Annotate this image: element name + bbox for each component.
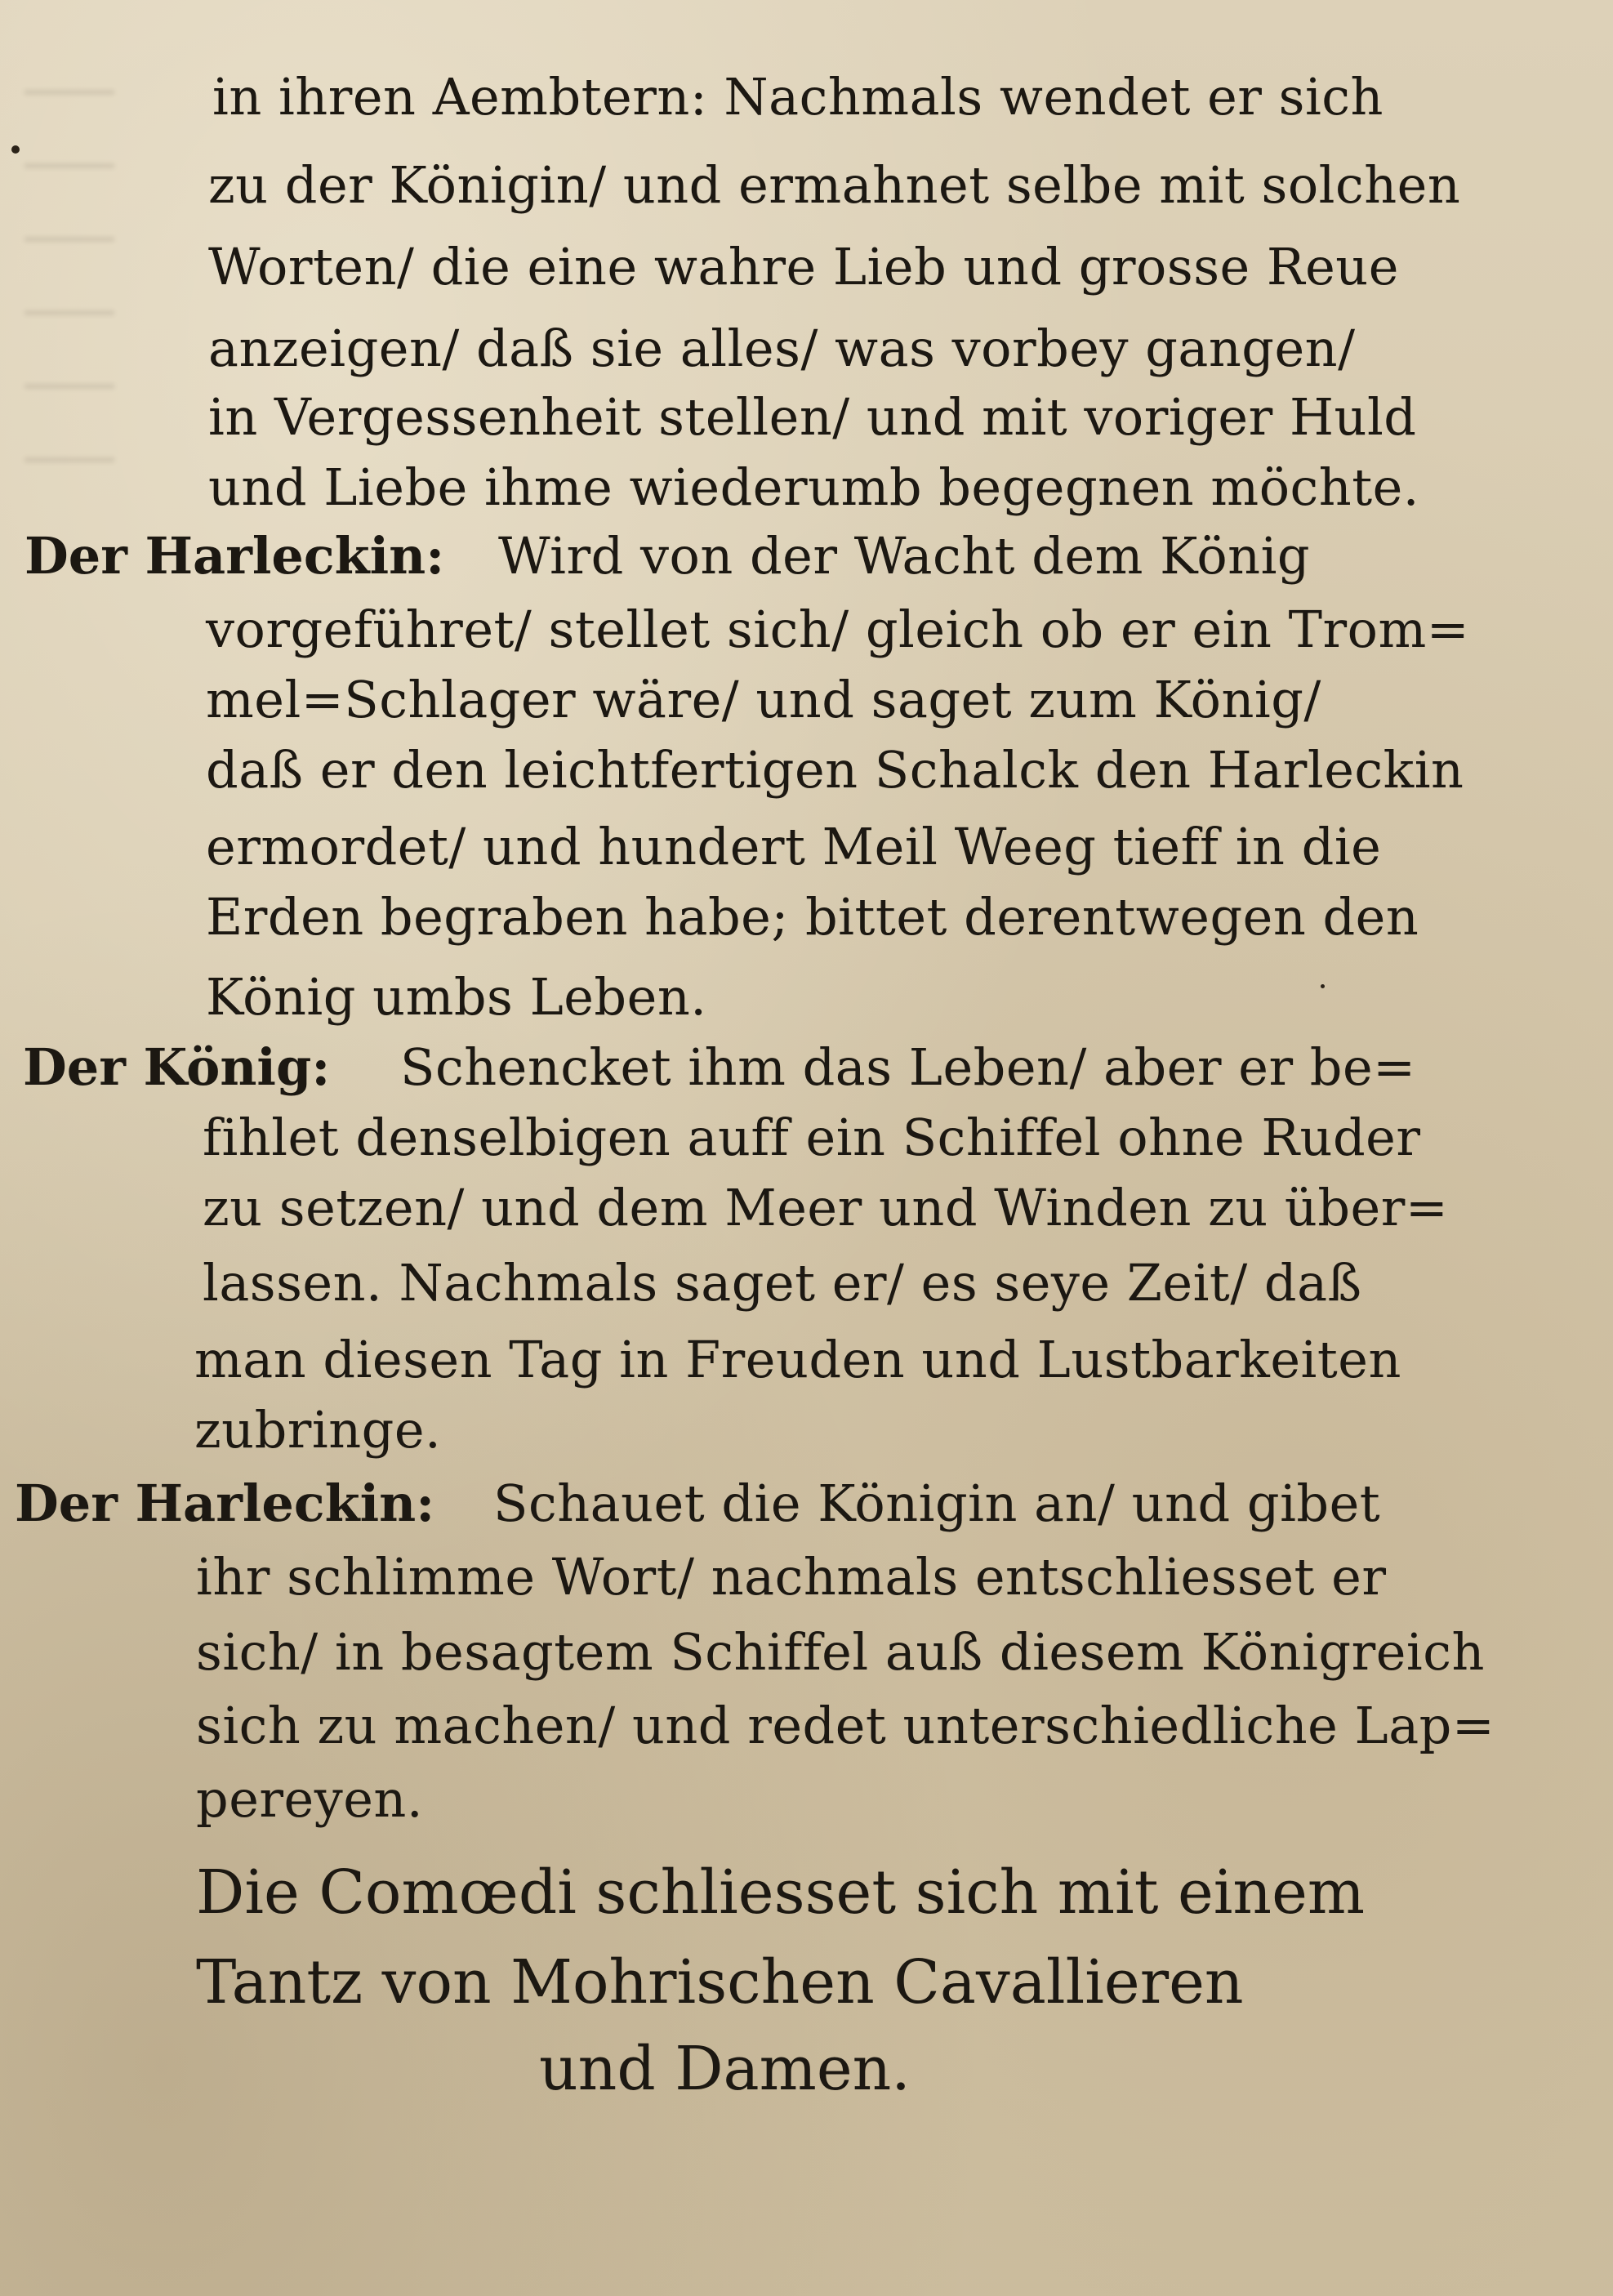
show-through-ink [25,90,114,515]
text-line: vorgeführet/ stellet sich/ gleich ob er ein Trom= [206,600,1470,659]
closing-line: Tantz von Mohrischen Cavallieren [196,1947,1244,2017]
text-line: zu der Königin/ und ermahnet selbe mit solchen [208,155,1461,215]
text-line: pereyen. [196,1769,424,1829]
text-line: ihr schlimme Wort/ nachmals entschliesset er [196,1547,1387,1607]
speaker-label: Der Harleckin: [15,1473,435,1533]
text-line: ermordet/ und hundert Meil Weeg tieff in die [206,817,1382,876]
text-line: Schauet die Königin an/ und gibet [493,1473,1381,1533]
speaker-label: Der König: [23,1037,331,1097]
ink-speck [1321,984,1325,988]
text-line: anzeigen/ daß sie alles/ was vorbey gangen/ [208,319,1356,378]
text-line: und Liebe ihme wiederumb begegnen möchte. [208,457,1420,517]
text-line: Worten/ die eine wahre Lieb und grosse Reue [208,237,1399,296]
closing-line: und Damen. [539,2034,911,2104]
text-line: König umbs Leben. [206,967,707,1027]
text-line: sich/ in besagtem Schiffel auß diesem Königreich [196,1622,1485,1682]
ink-speck [11,145,20,154]
text-line: mel=Schlager wäre/ und saget zum König/ [206,670,1321,729]
text-line: Erden begraben habe; bittet derentwegen den [206,887,1419,947]
text-line: man diesen Tag in Freuden und Lustbarkeiten [194,1330,1401,1389]
text-line: Schencket ihm das Leben/ aber er be= [400,1037,1416,1097]
text-line: sich zu machen/ und redet unterschiedliche Lap= [196,1696,1495,1755]
closing-line: Die Comœdi schliesset sich mit einem [196,1857,1366,1928]
speaker-label: Der Harleckin: [25,526,445,586]
text-line: daß er den leichtfertigen Schalck den Harleckin [206,740,1464,800]
text-line: lassen. Nachmals saget er/ es seye Zeit/ daß [203,1253,1362,1313]
text-line: zu setzen/ und dem Meer und Winden zu über= [203,1178,1449,1237]
text-line: in ihren Aembtern: Nachmals wendet er sich [212,67,1384,127]
text-line: fihlet denselbigen auff ein Schiffel ohne Ruder [203,1108,1421,1167]
text-line: zubringe. [194,1400,442,1460]
text-line: Wird von der Wacht dem König [498,526,1311,586]
text-line: in Vergessenheit stellen/ und mit voriger Huld [208,387,1417,447]
